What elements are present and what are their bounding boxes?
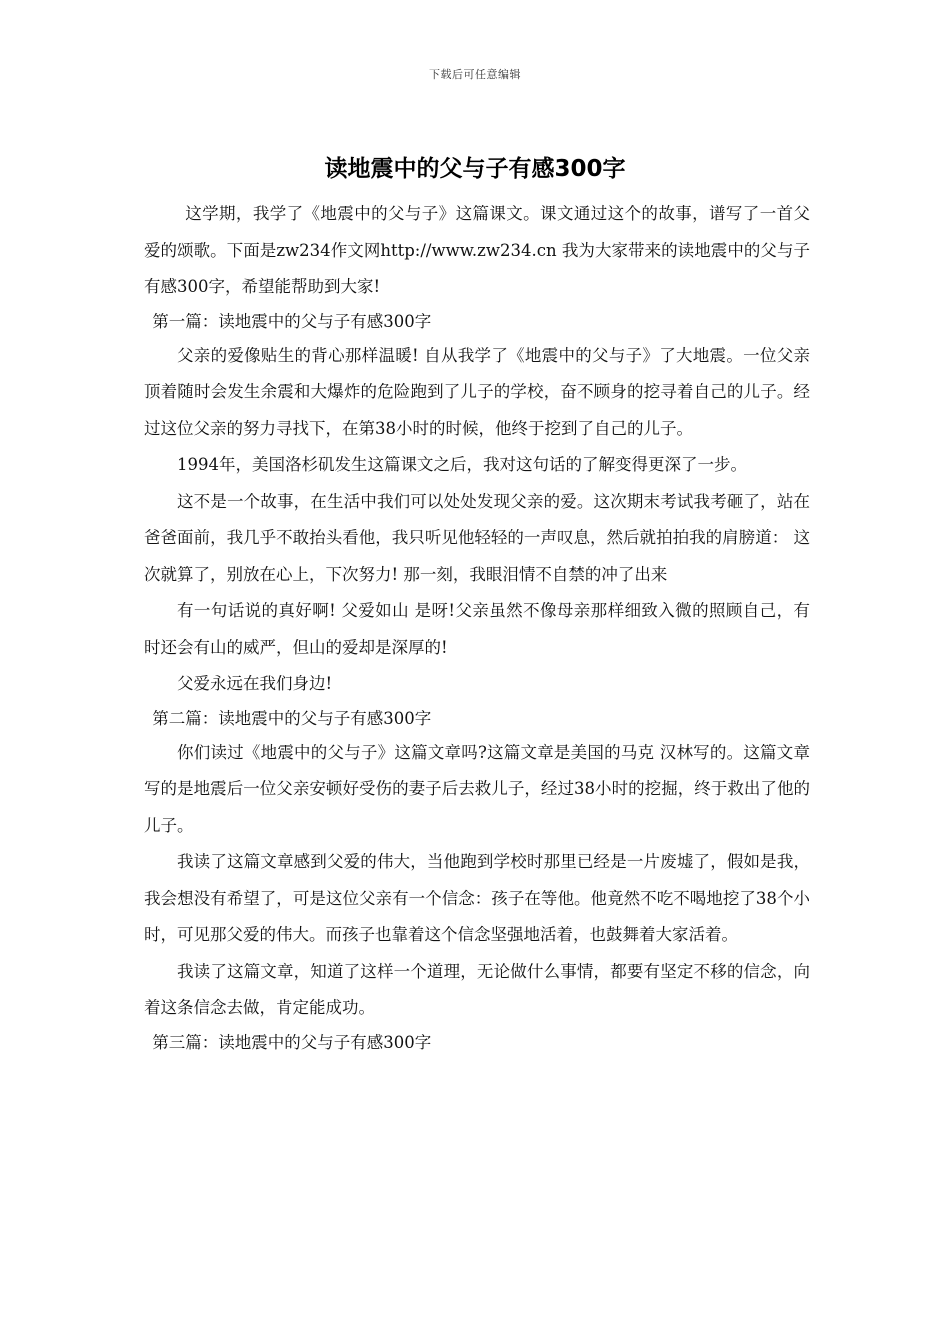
section-1-paragraph-4: 有一句话说的真好啊! 父爱如山 是呀!父亲虽然不像母亲那样细致入微的照顾自己，有时还会有山的威严，但山的爱却是深厚的! bbox=[144, 601, 810, 657]
section-heading-1: 第一篇：读地震中的父与子有感300字 bbox=[152, 311, 432, 331]
section-1-paragraph-2: 1994年，美国洛杉矶发生这篇课文之后，我对这句话的了解变得更深了一步。 bbox=[177, 455, 747, 474]
article-body bbox=[144, 196, 810, 1059]
section-2-paragraph-2: 我读了这篇文章感到父爱的伟大，当他跑到学校时那里已经是一片废墟了，假如是我，我会想没有希望了，可是这位父亲有一个信念：孩子在等他。他竟然不吃不喝地挖了38个小时，可见那父爱的伟大。而孩子也靠着这个信念坚强地活着，也鼓舞着大家活着。 bbox=[144, 852, 810, 944]
section-2-paragraph-3: 我读了这篇文章，知道了这样一个道理，无论做什么事情，都要有坚定不移的信念，向着这条信念去做，肯定能成功。 bbox=[144, 961, 810, 1017]
intro-paragraph: 这学期，我学了《地震中的父与子》这篇课文。课文通过这个的故事，谱写了一首父爱的颂歌。下面是zw234作文网http://www.zw234.cn 我为大家带来的读地震中的父与子有感300字，希望能帮助到大家! bbox=[144, 204, 810, 296]
header-note: 下载后可任意编辑 bbox=[429, 68, 521, 81]
section-2-paragraph-1: 你们读过《地震中的父与子》这篇文章吗?这篇文章是美国的马克 汉林写的。这篇文章写的是地震后一位父亲安顿好受伤的妻子后去救儿子，经过38小时的挖掘，终于救出了他的儿子。 bbox=[144, 742, 810, 835]
section-heading-3: 第三篇：读地震中的父与子有感300字 bbox=[152, 1032, 432, 1052]
section-1-paragraph-1: 父亲的爱像贴生的背心那样温暖! 自从我学了《地震中的父与子》了大地震。一位父亲顶着随时会发生余震和大爆炸的危险跑到了儿子的学校，奋不顾身的挖寻着自己的儿子。经过这位父亲的努力寻找下，在第38小时的时候，他终于挖到了自己的儿子。 bbox=[144, 345, 810, 438]
section-heading-2: 第二篇：读地震中的父与子有感300字 bbox=[152, 708, 432, 728]
section-1-paragraph-3: 这不是一个故事，在生活中我们可以处处发现父亲的爱。这次期末考试我考砸了，站在爸爸面前，我几乎不敢抬头看他，我只听见他轻轻的一声叹息，然后就拍拍我的肩膀道： 这次就算了，别放在心上，下次努力! 那一刻，我眼泪情不自禁的冲了出来 bbox=[144, 491, 810, 584]
page-title: 读地震中的父与子有感300字 bbox=[324, 156, 626, 182]
section-1-paragraph-5: 父爱永远在我们身边! bbox=[177, 674, 333, 693]
